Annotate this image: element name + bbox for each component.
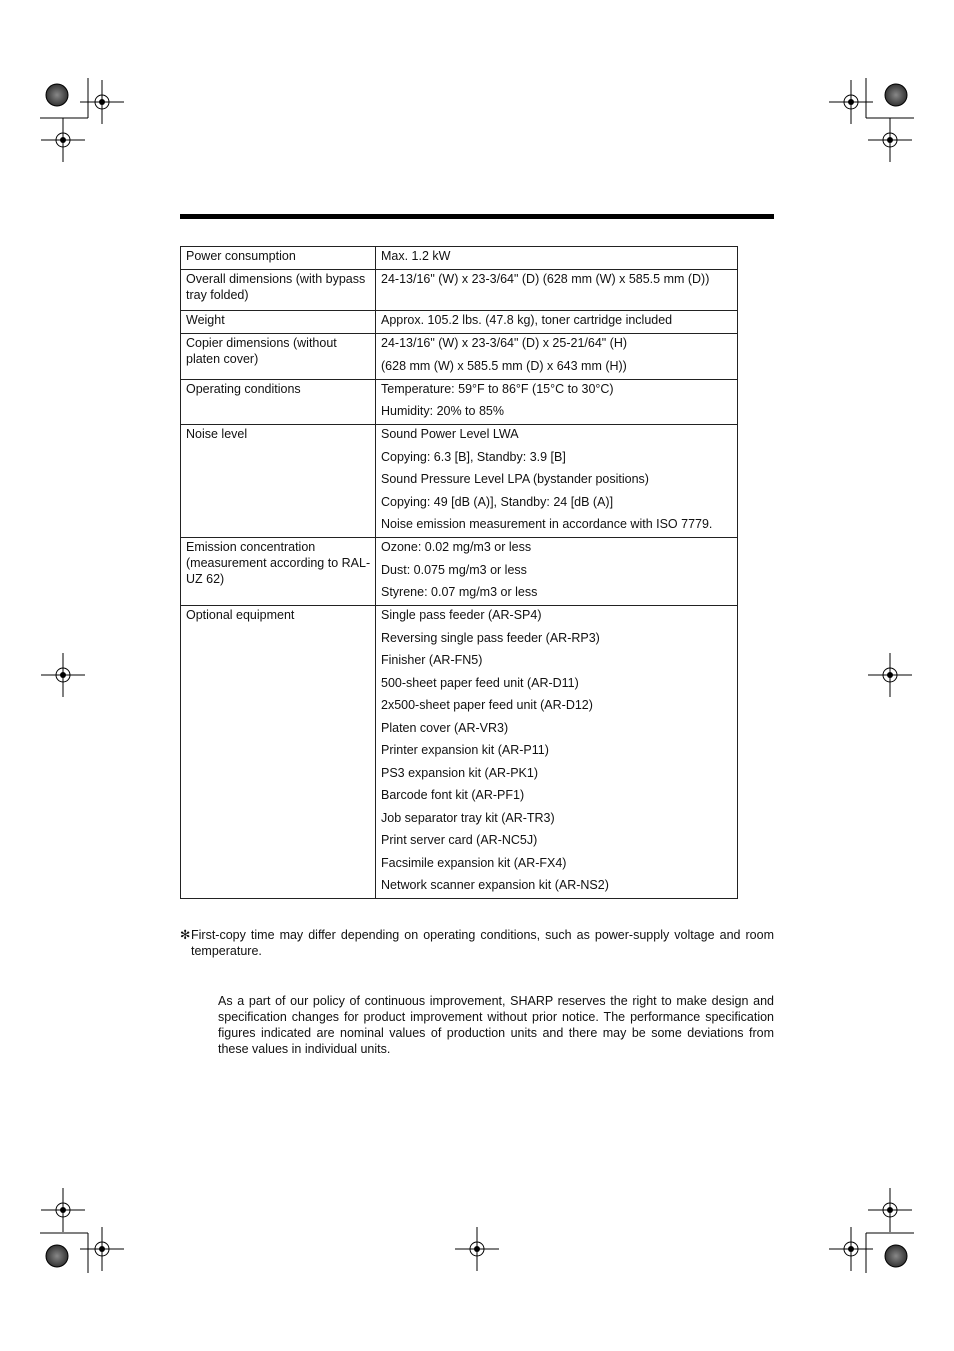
footnote-text: First-copy time may differ depending on operating conditions, such as power-supply voltage and room temperature. <box>191 928 774 958</box>
spec-line: Approx. 105.2 lbs. (47.8 kg), toner cartridge included <box>381 313 673 327</box>
spec-label: Emission concentration (measurement according to RAL-UZ 62) <box>181 538 376 606</box>
spec-line: Single pass feeder (AR-SP4) <box>381 608 542 622</box>
spec-line: Styrene: 0.07 mg/m3 or less <box>381 585 538 599</box>
spec-line: Job separator tray kit (AR-TR3) <box>381 810 555 825</box>
spec-label: Copier dimensions (without platen cover) <box>181 334 376 380</box>
spec-line: Network scanner expansion kit (AR-NS2) <box>381 878 609 892</box>
spec-line: Temperature: 59°F to 86°F (15°C to 30°C) <box>381 381 614 396</box>
spec-line: Platen cover (AR-VR3) <box>381 720 509 735</box>
asterisk-icon: ✻ <box>180 928 191 942</box>
spec-label: Noise level <box>181 425 376 538</box>
spec-line: 2x500-sheet paper feed unit (AR-D12) <box>381 698 593 712</box>
spec-line: Facsimile expansion kit (AR-FX4) <box>381 855 567 870</box>
spec-line: Print server card (AR-NC5J) <box>381 833 538 847</box>
spec-label: Weight <box>181 311 376 334</box>
spec-line: Sound Power Level LWA <box>381 427 519 441</box>
spec-line: Humidity: 20% to 85% <box>381 404 504 418</box>
spec-line: 24-13/16" (W) x 23-3/64" (D) x 25-21/64" (H) <box>381 336 628 350</box>
spec-line: Finisher (AR-FN5) <box>381 653 483 667</box>
spec-line: Barcode font kit (AR-PF1) <box>381 788 525 802</box>
spec-line: Max. 1.2 kW <box>381 249 451 263</box>
spec-label: Operating conditions <box>181 379 376 425</box>
spec-line: Dust: 0.075 mg/m3 or less <box>381 562 527 577</box>
improvement-notice: As a part of our policy of continuous improvement, SHARP reserves the right to make design and specification changes for product improvement without prior notice. The performance specification figures indicated are nominal values of production units and there may be some deviations from these values in individual units. <box>218 994 774 1056</box>
spec-label: Optional equipment <box>181 606 376 899</box>
spec-line: Reversing single pass feeder (AR-RP3) <box>381 630 600 645</box>
spec-line: Copying: 6.3 [B], Standby: 3.9 [B] <box>381 449 566 464</box>
spec-line: PS3 expansion kit (AR-PK1) <box>381 765 539 780</box>
spec-line: Printer expansion kit (AR-P11) <box>381 743 549 757</box>
spec-line: Noise emission measurement in accordance with ISO 7779. <box>381 517 713 531</box>
spec-label: Overall dimensions (with bypass tray folded) <box>181 270 376 311</box>
spec-line: Ozone: 0.02 mg/m3 or less <box>381 540 532 554</box>
spec-label: Power consumption <box>181 247 376 270</box>
spec-line: (628 mm (W) x 585.5 mm (D) x 643 mm (H)) <box>381 358 627 373</box>
spec-line: Copying: 49 [dB (A)], Standby: 24 [dB (A)] <box>381 494 614 509</box>
spec-line: 24-13/16" (W) x 23-3/64" (D) (628 mm (W) x 585.5 mm (D)) <box>381 272 710 286</box>
spec-line: Sound Pressure Level LPA (bystander positions) <box>381 472 649 486</box>
spec-line: 500-sheet paper feed unit (AR-D11) <box>381 675 579 690</box>
